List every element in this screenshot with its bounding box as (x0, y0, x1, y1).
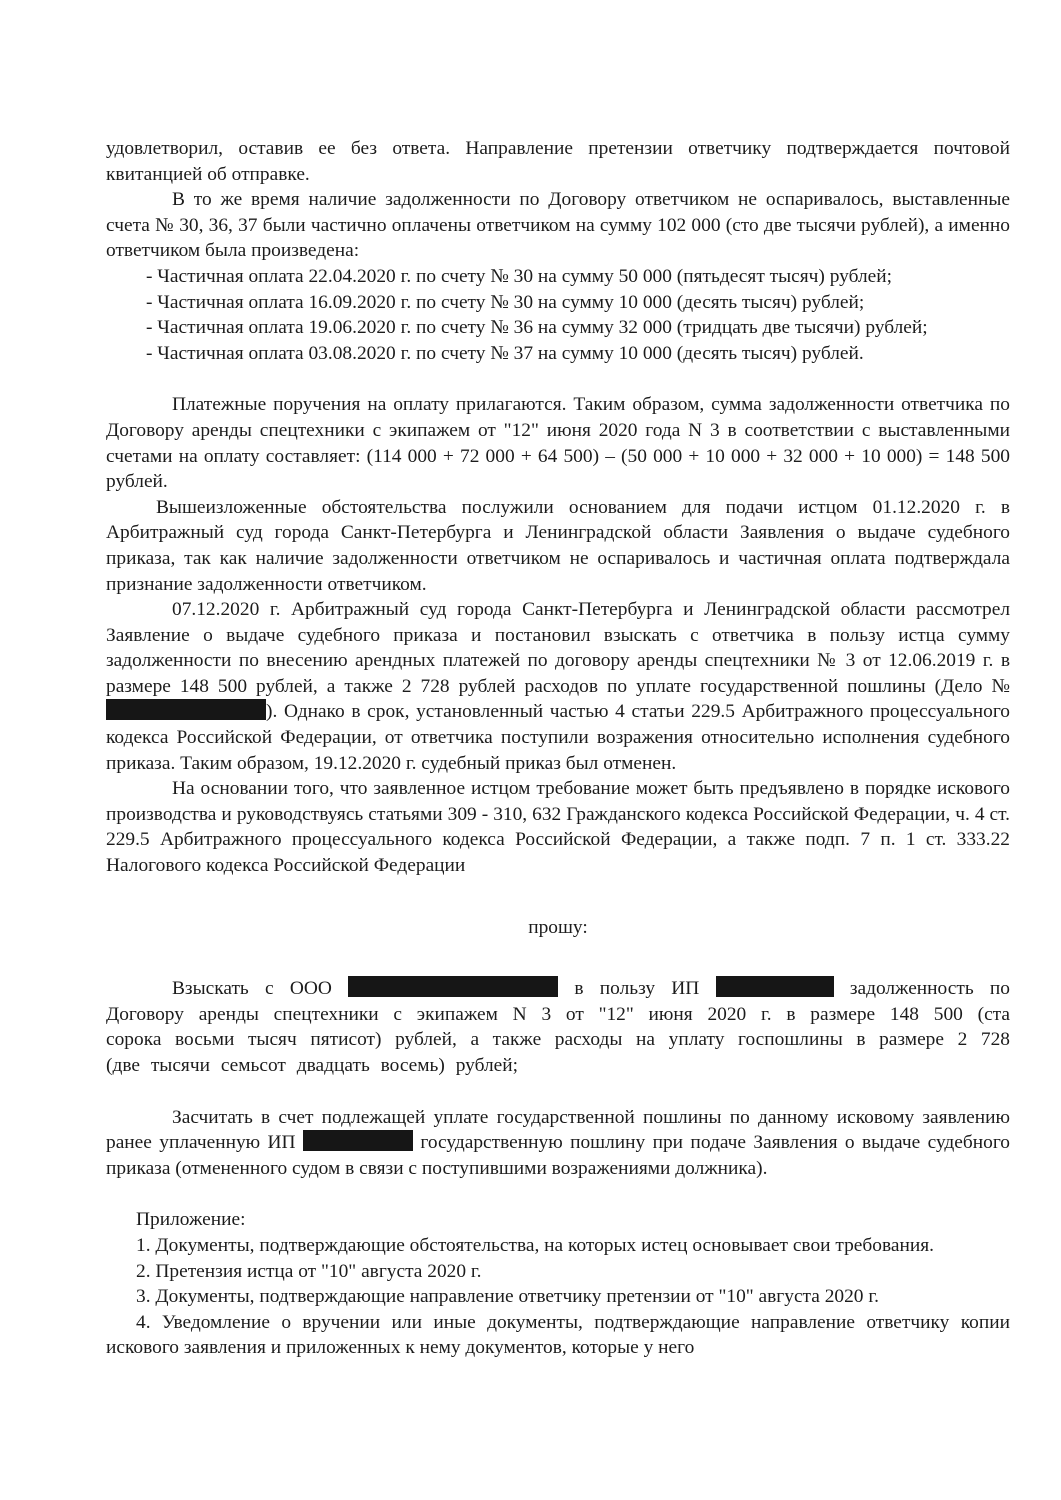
redacted-case-number (106, 699, 266, 720)
redacted-entrepreneur-name (303, 1130, 413, 1151)
court-order-text-1: 07.12.2020 г. Арбитражный суд города Санкт-Петербурга и Ленинградской области рассмотрел Заявление о выдаче судебного приказа и постановил взыскать с ответчика в пользу истца сумму задолженности по внесению арендных платежей по договору аренды спецтехники № 3 от 12.06.2019 г. в размере 148 500 рублей, а также 2 728 рублей расходов по уплате государственной пошлины (Дело № (106, 599, 1010, 697)
grounds-paragraph: Вышеизложенные обстоятельства послужили основанием для подачи истцом 01.12.2020 г. в Арбитражный суд города Санкт-Петербурга и Ленинградской области Заявления о выдаче судебного приказа, так как наличие задолженности ответчиком не оспаривалось и частичная оплата подтверждала признание задолженности ответчиком. (106, 496, 1010, 595)
document-page (106, 136, 1010, 1361)
calculation-paragraph: Платежные поручения на оплату прилагаются. Таким образом, сумма задолженности ответчика по Договору аренды спецтехники с экипажем от "12" июня 2020 года N 3 в соответствии с выставленными счетами на оплату составляет: (114 000 + 72 000 + 64 500) – (50 000 + 10 000 + 32 000 + 10 000) = 148 500 рублей. (106, 394, 1010, 493)
payments-intro-paragraph: В то же время наличие задолженности по Договору ответчиком не оспаривалось, выставленные счета № 30, 36, 37 были частично оплачены ответчиком на сумму 102 000 (сто две тысячи рублей), а именно ответчиком была произведена: (106, 189, 1010, 262)
payment-item: - Частичная оплата 03.08.2020 г. по счету № 37 на сумму 10 000 (десять тысяч) рублей. (146, 342, 864, 364)
duty-offset-paragraph (106, 1105, 1010, 1182)
intro-tail-paragraph: удовлетворил, оставив ее без ответа. Направление претензии ответчику подтверждается почтовой квитанцией об отправке. (106, 138, 1010, 185)
court-order-text-2: ). Однако в срок, установленный частью 4 статьи 229.5 Арбитражного процессуального кодекса Российской Федерации, от ответчика поступили возражения относительно исполнения судебного приказа. Таким образом, 19.12.2020 г. судебный приказ был отменен. (106, 701, 1010, 774)
court-order-paragraph (106, 597, 1010, 776)
redacted-entrepreneur-name (716, 976, 834, 997)
claim-text-1: Взыскать с ООО (172, 978, 332, 1000)
request-heading: прошу: (528, 916, 588, 938)
claim-text-3: задолженность по Договору аренды спецтехники с экипажем N 3 от "12" июня 2020 г. в размере 148 500 (ста сорока восьми тысяч пятисот) рублей, а также расходы на уплату госпошлины в размере 2 728 (две тысячи семьсот двадцать восемь) рублей; (106, 978, 1010, 1076)
annex-item: 4. Уведомление о вручении или иные документы, подтверждающие направление ответчику копии искового заявления и приложенных к нему документов, которые у него (106, 1311, 1010, 1359)
payment-item: - Частичная оплата 19.06.2020 г. по счету № 36 на сумму 32 000 (тридцать две тысячи) рублей; (146, 317, 928, 339)
offset-text-2: государственную пошлину при подаче Заявления о выдаче судебного приказа (отмененного судом в связи с поступившими возражениями должника). (106, 1132, 1011, 1179)
payment-item: - Частичная оплата 16.09.2020 г. по счету № 30 на сумму 10 000 (десять тысяч) рублей; (146, 291, 865, 313)
redacted-company-name (348, 976, 558, 997)
annex-item: 2. Претензия истца от "10" августа 2020 г. (136, 1260, 482, 1282)
legal-basis-paragraph: На основании того, что заявленное истцом требование может быть предъявлено в порядке искового производства и руководствуясь статьями 309 - 310, 632 Гражданского кодекса Российской Федерации, ч. 4 ст. 229.5 Арбитражного процессуального кодекса Российской Федерации, а также подп. 7 п. 1 ст. 333.22 Налогового кодекса Российской Федерации (106, 778, 1010, 877)
offset-text-1: Засчитать в счет подлежащей уплате государственной пошлины по данному исковому заявлению ранее уплаченную ИП (106, 1106, 1010, 1154)
annex-item: 3. Документы, подтверждающие направление ответчику претензии от "10" августа 2020 г. (136, 1286, 879, 1308)
claim-text-2: в пользу ИП (574, 978, 700, 1000)
payment-item: - Частичная оплата 22.04.2020 г. по счету № 30 на сумму 50 000 (пятьдесят тысяч) рублей; (146, 265, 893, 287)
annex-item: 1. Документы, подтверждающие обстоятельства, на которых истец основывает свои требования. (136, 1234, 934, 1256)
annex-title: Приложение: (136, 1209, 246, 1231)
claim-paragraph (106, 976, 1010, 1078)
